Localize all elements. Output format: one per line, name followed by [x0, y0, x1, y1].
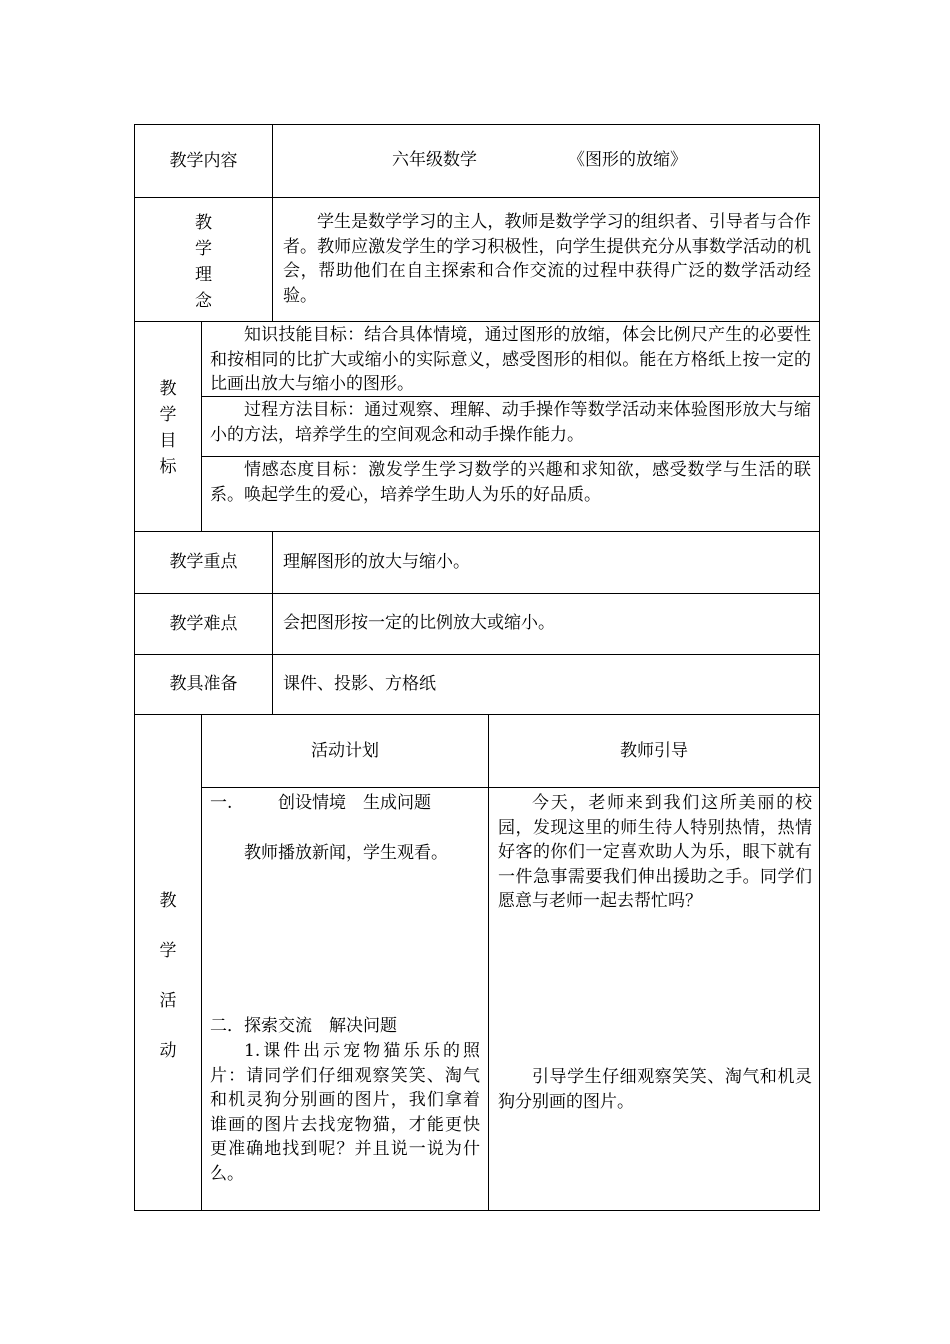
key-point-label: 教学重点 [169, 552, 238, 573]
column-separator [272, 531, 273, 715]
difficulty-label: 教学难点 [169, 613, 238, 634]
philosophy-label-char: 理 [195, 265, 212, 285]
row-separator [134, 321, 820, 322]
goal-process-method: 过程方法目标：通过观察、理解、动手操作等数学活动来体验图形放大与缩小的方法，培养学生的空间观念和动手操作能力。 [210, 400, 811, 445]
step2-heading: 二．探索交流 解决问题 [210, 1016, 397, 1036]
difficulty-text: 会把图形按一定的比例放大或缩小。 [283, 613, 555, 633]
materials-text: 课件、投影、方格纸 [283, 674, 436, 694]
activities-label [135, 876, 201, 1061]
guide-text-intro: 今天，老师来到我们这所美丽的校园，发现这里的师生待人特别热情，热情好客的你们一定喜欢助人为乐，眼下就有一件急事需要我们伸出援助之手。同学们愿意与老师一起去帮忙吗？ [498, 793, 812, 911]
goals-label-char: 目 [159, 431, 177, 451]
column-header-plan: 活动计划 [311, 740, 379, 761]
philosophy-label-char: 念 [195, 291, 212, 311]
goal-emotion-attitude: 情感态度目标：激发学生学习数学的兴趣和求知欲，感受数学与生活的联系。唤起学生的爱心，培养学生助人为乐的好品质。 [210, 460, 811, 505]
step1-title: 创设情境 生成问题 [278, 793, 431, 813]
column-separator [272, 124, 273, 322]
column-separator [201, 321, 202, 532]
row-separator [201, 456, 820, 457]
activities-label-char: 学 [159, 941, 177, 961]
activities-label-char: 活 [159, 991, 177, 1011]
lesson-title: 《图形的放缩》 [568, 150, 687, 170]
content-label: 教学内容 [169, 150, 238, 171]
step2-text: 1.课件出示宠物猫乐乐的照片：请同学们仔细观察笑笑、淘气和机灵狗分别画的图片，我们拿着谁画的图片去找宠物猫，才能更快更准确地找到呢？并且说一说为什么。 [210, 1041, 480, 1184]
philosophy-text: 学生是数学学习的主人，教师是数学学习的组织者、引导者与合作者。教师应激发学生的学习积极性，向学生提供充分从事数学活动的机会，帮助他们在自主探索和合作交流的过程中获得广泛的数学活动经验。 [283, 212, 811, 306]
goals-label [135, 376, 201, 480]
philosophy-label-char: 教 [195, 213, 212, 233]
row-separator [201, 787, 820, 788]
table-border-right [819, 124, 820, 1211]
column-separator [488, 714, 489, 1211]
course-name: 六年级数学 [392, 150, 477, 170]
philosophy-label [135, 210, 272, 310]
goals-label-char: 标 [159, 457, 177, 477]
step1-number: 一. [210, 793, 233, 813]
table-border-bottom [134, 1210, 820, 1211]
materials-label: 教具准备 [169, 674, 238, 695]
step1-text: 教师播放新闻，学生观看。 [244, 843, 448, 863]
column-header-guide: 教师引导 [620, 740, 688, 761]
goals-label-char: 学 [159, 405, 177, 425]
goal-knowledge-skills: 知识技能目标：结合具体情境，通过图形的放缩，体会比例尺产生的必要性和按相同的比扩大或缩小的实际意义，感受图形的相似。能在方格纸上按一定的比画出放大与缩小的图形。 [210, 325, 811, 394]
activities-label-char: 教 [159, 891, 177, 911]
goals-label-char: 教 [159, 379, 177, 399]
key-point-text: 理解图形的放大与缩小。 [283, 552, 470, 572]
column-separator [201, 714, 202, 1211]
row-separator [134, 197, 820, 198]
guide-text-observe: 引导学生仔细观察笑笑、淘气和机灵狗分别画的图片。 [498, 1067, 812, 1112]
philosophy-label-char: 学 [195, 239, 212, 259]
activities-label-char: 动 [159, 1041, 177, 1061]
